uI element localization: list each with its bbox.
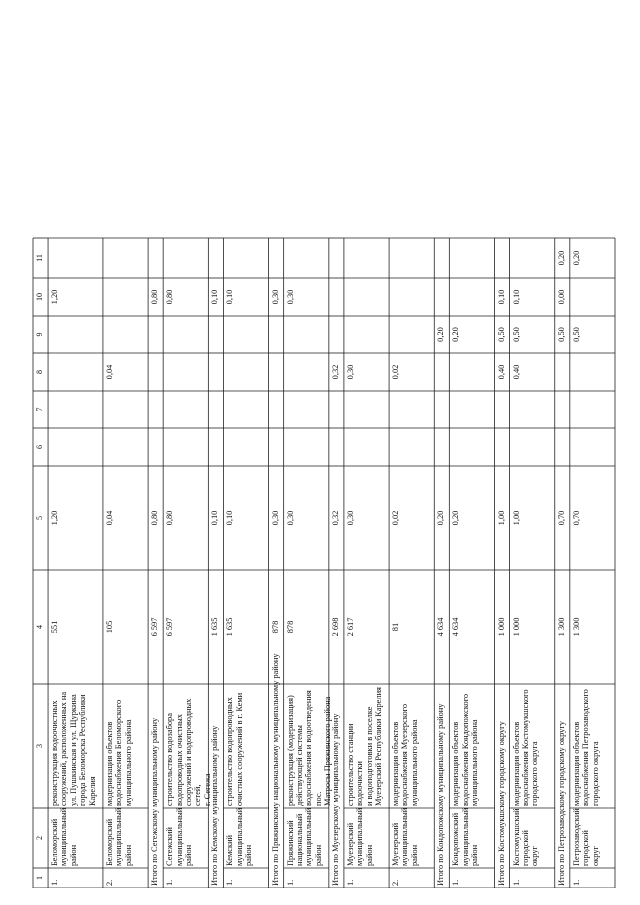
organization-cell: Муезерский муниципальный район — [391, 807, 419, 866]
value-cell-c5: 1,00 — [511, 510, 521, 526]
value-cell-c4: 1 300 — [556, 617, 566, 637]
row-number: 1. — [50, 879, 60, 886]
organization-cell: Беломорский муниципальный район — [50, 807, 78, 866]
subtotal-label: Итого по Петрозаводскому городскому округу — [556, 721, 566, 886]
value-cell-c4: 6 597 — [165, 617, 175, 637]
value-cell-c10: 0,10 — [210, 289, 220, 305]
value-cell-c4: 105 — [104, 620, 114, 634]
organization-cell: Кондопожский муниципальный район — [451, 807, 480, 866]
value-cell-c5: 0,10 — [225, 510, 235, 526]
value-cell-c10: 0,10 — [511, 289, 521, 305]
value-cell-c4: 4 634 — [451, 617, 461, 637]
value-cell-c10: 1,20 — [50, 289, 60, 305]
value-cell-c5: 0,20 — [436, 510, 446, 526]
row-number: 1. — [345, 879, 355, 886]
organization-cell: Петрозаводский городской округ — [571, 808, 600, 866]
column-header: 5 — [35, 516, 44, 520]
value-cell-c10: 0,80 — [165, 289, 175, 305]
subtotal-label: Итого по Муезерскому муниципальному району — [330, 713, 340, 886]
row-number: 1. — [285, 879, 295, 886]
value-cell-c5: 0,30 — [285, 510, 295, 526]
value-cell-c9: 0,50 — [556, 327, 566, 342]
organization-cell: Сегежский муниципальный район — [165, 807, 193, 866]
value-cell-c5: 0,32 — [330, 510, 340, 526]
project-description: строительство водопроводных очистных сооружений в г. Кеми — [225, 692, 244, 806]
project-description: модернизация объектов водоснабжения Муезерского муниципального района — [391, 703, 419, 806]
value-cell-c9: 0,50 — [511, 327, 521, 342]
value-cell-c10: 0,10 — [225, 289, 235, 305]
row-number: 2. — [104, 879, 114, 886]
value-cell-c5: 0,70 — [556, 510, 566, 526]
organization-cell: Костомукшский городской округ — [511, 808, 540, 866]
subtotal-label: Итого по Сегежскому муниципальному району — [150, 717, 160, 886]
organization-cell: Кемский муниципальный район — [225, 807, 254, 866]
value-cell-c8: 0,40 — [511, 364, 521, 380]
value-cell-c9: 0,50 — [571, 327, 581, 342]
value-cell-c4: 1 300 — [571, 617, 581, 637]
value-cell-c5: 0,10 — [210, 510, 220, 526]
value-cell-c4: 878 — [285, 620, 295, 634]
project-description: модернизация объектов водоснабжения Беломорского муниципального района — [104, 699, 133, 806]
project-description: строительство водозабора водопроводных очистных сооружений и водопроводных сетей, г. Сегежа — [165, 698, 212, 806]
value-cell-c4: 878 — [270, 620, 280, 634]
value-cell-c4: 551 — [50, 620, 60, 634]
rotated-table — [32, 58, 616, 888]
row-number: 1. — [451, 879, 461, 886]
value-cell-c10: 0,80 — [150, 289, 160, 305]
organization-cell: Муезерский муниципальный район — [345, 807, 374, 866]
column-header: 3 — [35, 744, 44, 748]
column-header: 7 — [35, 407, 44, 412]
value-cell-c10: 0,10 — [496, 289, 506, 305]
column-header: 8 — [35, 370, 44, 374]
value-cell-c8: 0,40 — [496, 364, 506, 380]
row-number: 1. — [225, 879, 235, 886]
value-cell-c8: 0,04 — [104, 364, 114, 380]
column-header: 4 — [35, 625, 44, 629]
project-description: реконструкция водоочистных сооружений, расположенных на ул. Пушкинская и ул. Щуркина города Беломорска Республики Карелия — [50, 691, 97, 806]
value-cell-c4: 4 634 — [436, 617, 446, 637]
value-cell-c8: 0,32 — [330, 364, 340, 380]
subtotal-label: Итого по Пряжинскому национальному муниципальному району — [270, 653, 280, 886]
subtotal-label: Итого по Костомукшскому городскому округу — [496, 721, 506, 886]
value-cell-c4: 1 000 — [511, 617, 521, 637]
value-cell-c4: 1 635 — [225, 617, 235, 637]
value-cell-c10: 0,30 — [285, 289, 295, 305]
value-cell-c11: 0,20 — [556, 250, 566, 266]
value-cell-c9: 0,20 — [436, 327, 446, 342]
value-cell-c8: 0,02 — [391, 364, 401, 380]
value-cell-c5: 0,04 — [104, 510, 114, 526]
row-number: 2. — [391, 879, 401, 886]
subtotal-label: Итого по Кемскому муниципальному району — [210, 725, 220, 886]
row-number: 1. — [571, 879, 581, 886]
subtotal-label: Итого по Кондопожскому муниципальному району — [436, 703, 446, 886]
row-number: 1. — [511, 879, 521, 886]
value-cell-c9: 0,20 — [451, 327, 461, 342]
row-number: 1. — [165, 879, 175, 886]
value-cell-c8: 0,30 — [345, 364, 355, 380]
column-header: 1 — [35, 876, 44, 880]
organization-cell: Пряжинский национальный муниципальный район — [285, 807, 323, 866]
value-cell-c5: 0,80 — [150, 510, 160, 526]
value-cell-c4: 81 — [391, 622, 401, 632]
value-cell-c5: 0,70 — [571, 510, 581, 526]
value-cell-c5: 1,20 — [50, 510, 60, 526]
project-description: реконструкция (модернизация) действующей системы водоснабжения и водоотведения пос. Матросы Пряжинского района — [285, 690, 333, 806]
value-cell-c9: 0,50 — [496, 327, 506, 342]
value-cell-c10: 0,30 — [270, 289, 280, 305]
value-cell-c4: 1 635 — [210, 617, 220, 637]
column-header: 6 — [35, 445, 44, 449]
column-header: 10 — [35, 293, 44, 301]
project-description: модернизация объектов водоснабжения Петрозаводского городского округа — [571, 689, 600, 806]
column-header: 9 — [35, 332, 44, 337]
value-cell-c10: 0,00 — [556, 289, 566, 305]
value-cell-c11: 0,20 — [571, 250, 581, 266]
value-cell-c5: 0,80 — [165, 510, 175, 526]
project-description: модернизация объектов водоснабжения Костомукшского городского округа — [511, 689, 540, 806]
value-cell-c4: 1 000 — [496, 617, 506, 637]
value-cell-c4: 2 617 — [345, 617, 355, 637]
value-cell-c5: 1,00 — [496, 510, 506, 526]
organization-cell: Беломорский муниципальный район — [104, 807, 133, 866]
column-header: 2 — [35, 836, 44, 840]
value-cell-c4: 6 597 — [150, 617, 160, 637]
project-description: модернизация объектов водоснабжения Кондопожского муниципального района — [451, 693, 480, 806]
value-cell-c5: 0,30 — [345, 510, 355, 526]
project-description: строительство станции водоочистки и водоподготовки в поселке Муезерский Республики Карелия — [345, 687, 384, 806]
value-cell-c4: 2 698 — [330, 617, 340, 637]
value-cell-c5: 0,02 — [391, 510, 401, 526]
value-cell-c5: 0,20 — [451, 510, 461, 526]
column-header: 11 — [35, 254, 44, 262]
value-cell-c5: 0,30 — [270, 510, 280, 526]
